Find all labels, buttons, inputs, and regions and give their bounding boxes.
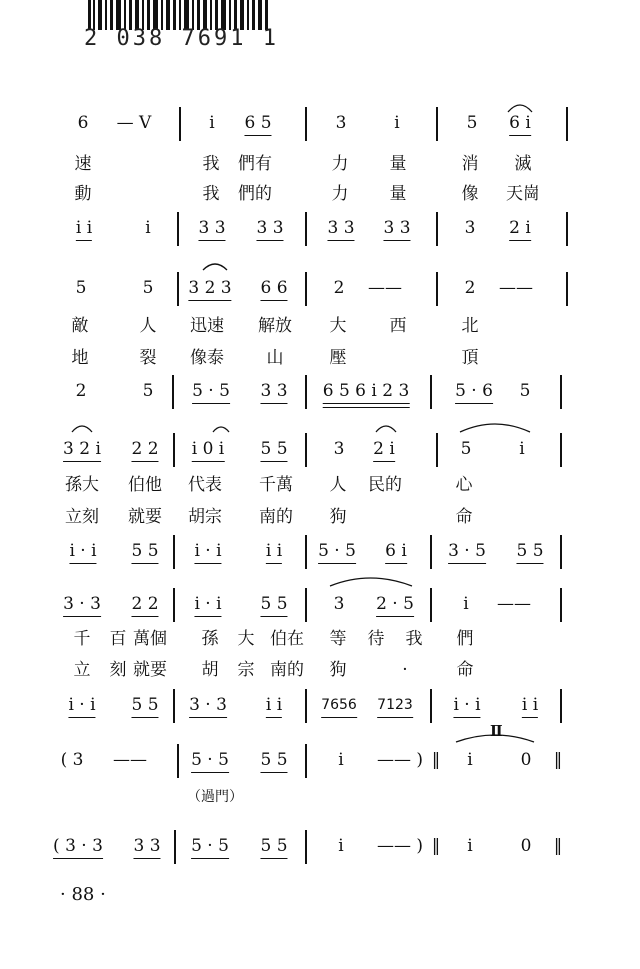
notation-token: 5 5 [260, 750, 288, 770]
notation-token: 3 3 [133, 836, 161, 856]
lyric-line [0, 153, 640, 181]
lyric-text: 速 [74, 154, 92, 174]
lyric-text: 立刻 [65, 507, 99, 527]
lyric-text: 天崗 [506, 184, 540, 204]
barline [560, 689, 562, 723]
notation-token: 3 [464, 218, 476, 238]
notation-token: 5 [75, 278, 87, 298]
lyric-text: 孫 [201, 629, 219, 649]
barline [436, 433, 438, 467]
notation-token: 3 3 [260, 381, 288, 401]
lyric-text: 命 [456, 660, 474, 680]
barline [560, 588, 562, 622]
notation-token: i [519, 439, 525, 459]
notation-token: 3 2 3 [188, 278, 232, 298]
lyric-text: 胡 [201, 660, 219, 680]
barline [179, 107, 181, 141]
notation-token: 3 · 3 [189, 695, 227, 715]
lyric-text: 大 [329, 316, 347, 336]
notation-token: 6 [77, 113, 89, 133]
notation-line [0, 381, 640, 421]
lyric-text: 萬個 [133, 629, 167, 649]
notation-line [0, 750, 640, 790]
lyric-line [0, 506, 640, 534]
lyric-text: 們有 [238, 154, 272, 174]
notation-token: i · i [194, 541, 222, 561]
slur [213, 427, 229, 432]
lyric-text: 我 [405, 629, 423, 649]
lyric-text: 們的 [238, 184, 272, 204]
notation-line [0, 218, 640, 258]
notation-token: —— [499, 278, 533, 298]
notation-token: —— ) [376, 836, 424, 856]
lyric-text: 狗 [329, 507, 347, 527]
slur [376, 426, 396, 432]
lyric-text: 南的 [270, 660, 304, 680]
barline [305, 830, 307, 864]
lyric-text: 伯在 [270, 629, 304, 649]
lyric-line [0, 474, 640, 502]
lyric-text: 量 [389, 154, 407, 174]
lyric-text: 心 [455, 475, 473, 495]
notation-token: 3 [333, 439, 345, 459]
notation-token: —— [368, 278, 402, 298]
barline [305, 433, 307, 467]
lyric-text: 等 [329, 629, 347, 649]
lyric-text: 頂 [461, 348, 479, 368]
notation-token: 2 · 5 [376, 594, 414, 614]
lyric-text: 人 [139, 316, 157, 336]
lyric-text: 伯他 [128, 475, 162, 495]
notation-token: 3 · 5 [448, 541, 486, 561]
interlude-label: （過門） [187, 789, 243, 805]
lyric-text: 力 [331, 154, 349, 174]
notation-token: 5 [142, 381, 154, 401]
notation-token: 3 2 i [63, 439, 101, 459]
barline [177, 272, 179, 306]
lyric-line [0, 659, 640, 687]
barline [430, 375, 432, 409]
notation-token: 5 · 5 [191, 750, 229, 770]
notation-token: i · i [194, 594, 222, 614]
notation-token: 5 5 [131, 541, 159, 561]
notation-token: 3 3 [198, 218, 226, 238]
lyric-line [0, 628, 640, 656]
notation-token: —— [113, 750, 147, 770]
notation-token: 5 · 6 [455, 381, 493, 401]
slur [203, 264, 227, 270]
lyric-line [0, 183, 640, 211]
notation-token: i [338, 750, 344, 770]
notation-token: ‖ [553, 836, 563, 856]
notation-token: i 0 i [191, 439, 225, 459]
barline [430, 689, 432, 723]
barline [172, 375, 174, 409]
notation-token: 6 5 6 i 2 3 [322, 381, 410, 401]
lyric-text: 西 [389, 316, 407, 336]
barline [173, 588, 175, 622]
notation-token: 7123 [377, 697, 413, 713]
notation-token: 0 [520, 750, 532, 770]
notation-token: i [145, 218, 151, 238]
lyric-text: 命 [455, 507, 473, 527]
lyric-text: 迅速 [190, 316, 224, 336]
notation-token: 3 3 [383, 218, 411, 238]
notation-token: 5 · 5 [318, 541, 356, 561]
lyric-text: 狗 [329, 660, 347, 680]
notation-line [0, 439, 640, 479]
notation-token: i i [265, 695, 283, 715]
notation-token: ‖ [553, 750, 563, 770]
notation-token: ‖ [431, 750, 441, 770]
barline [305, 744, 307, 778]
barline [174, 830, 176, 864]
barline [430, 535, 432, 569]
barline [560, 535, 562, 569]
lyric-text: 敵 [71, 316, 89, 336]
notation-token: i [394, 113, 400, 133]
notation-token: — V [116, 113, 152, 133]
lyric-text: 就要 [133, 660, 167, 680]
barline [173, 689, 175, 723]
lyric-text: 北 [461, 316, 479, 336]
lyric-line [0, 315, 640, 343]
barline [566, 212, 568, 246]
lyric-text: 千萬 [259, 475, 293, 495]
lyric-text: 山 [266, 348, 284, 368]
notation-token: 5 · 5 [192, 381, 230, 401]
lyric-text: 刻 [109, 660, 127, 680]
notation-token: 2 [333, 278, 345, 298]
barline [566, 107, 568, 141]
lyric-text: 像 [461, 184, 479, 204]
repeat-mark: Ⅱ [490, 722, 503, 740]
lyric-text: 地 [71, 348, 89, 368]
notation-token: 5 5 [260, 439, 288, 459]
notation-token: 5 5 [516, 541, 544, 561]
barline [177, 212, 179, 246]
lyric-text: 們 [456, 629, 474, 649]
lyric-text: 像泰 [190, 348, 224, 368]
notation-token: 5 5 [260, 836, 288, 856]
notation-token: 6 i [385, 541, 407, 561]
lyric-text: 滅 [514, 154, 532, 174]
barline [173, 433, 175, 467]
notation-line [0, 278, 640, 318]
barline [173, 535, 175, 569]
notation-token: 2 [464, 278, 476, 298]
lyric-text: 大 [237, 629, 255, 649]
notation-token: 5 · 5 [191, 836, 229, 856]
barline [436, 107, 438, 141]
notation-token: i i [265, 541, 283, 561]
barline [177, 744, 179, 778]
lyric-text: 力 [331, 184, 349, 204]
lyric-text: 民的 [368, 475, 402, 495]
lyric-text: 我 [202, 154, 220, 174]
notation-token: i i [75, 218, 93, 238]
notation-token: 6 6 [260, 278, 288, 298]
lyric-text: 立 [73, 660, 91, 680]
notation-token: 6 5 [244, 113, 272, 133]
notation-token: 6 i [509, 113, 531, 133]
notation-token: i · i [453, 695, 481, 715]
slur [460, 424, 530, 432]
lyric-text: 代表 [188, 475, 222, 495]
notation-line [0, 695, 640, 735]
notation-token: 3 · 3 [63, 594, 101, 614]
notation-token: 0 [520, 836, 532, 856]
notation-token: ( 3 [60, 750, 84, 770]
notation-token: ( 3 · 3 [53, 836, 103, 856]
barline [305, 272, 307, 306]
lyric-text: 南的 [259, 507, 293, 527]
barline [305, 588, 307, 622]
slur [72, 426, 92, 432]
notation-token: i · i [69, 541, 97, 561]
notation-line [0, 113, 640, 153]
notation-token: 3 [335, 113, 347, 133]
notation-token: —— ) [376, 750, 424, 770]
lyric-text: 量 [389, 184, 407, 204]
notation-token: 3 3 [256, 218, 284, 238]
notation-token: 3 [333, 594, 345, 614]
barcode-number: 2 038 7691 1 [84, 26, 279, 51]
lyric-text: 待 [367, 629, 385, 649]
notation-token: ‖ [431, 836, 441, 856]
notation-token: i [467, 750, 473, 770]
lyric-text: 壓 [329, 348, 347, 368]
notation-line [0, 836, 640, 876]
barline [560, 433, 562, 467]
lyric-text: 人 [329, 475, 347, 495]
lyric-text: 孫大 [65, 475, 99, 495]
notation-token: 2 [75, 381, 87, 401]
notation-token: i [463, 594, 469, 614]
notation-token: 2 i [509, 218, 531, 238]
lyric-text: 宗 [237, 660, 255, 680]
barline [566, 272, 568, 306]
notation-line [0, 541, 640, 581]
lyric-text: 百 [109, 629, 127, 649]
lyric-text: 解放 [258, 316, 292, 336]
slur [508, 105, 532, 112]
barline [436, 212, 438, 246]
notation-token: 2 i [373, 439, 395, 459]
notation-token: i [467, 836, 473, 856]
notation-token: 5 [519, 381, 531, 401]
notation-token: 3 3 [327, 218, 355, 238]
notation-token: i i [521, 695, 539, 715]
lyric-line [0, 347, 640, 375]
notation-token: 5 [466, 113, 478, 133]
lyric-text: 裂 [139, 348, 157, 368]
barline [430, 588, 432, 622]
barline [305, 375, 307, 409]
barline [305, 689, 307, 723]
notation-token: 2 2 [131, 439, 159, 459]
notation-token: i [209, 113, 215, 133]
notation-token: 5 5 [131, 695, 159, 715]
notation-token: 2 2 [131, 594, 159, 614]
notation-token: —— [497, 594, 531, 614]
page-number: · 88 · [60, 884, 106, 905]
barline [305, 107, 307, 141]
lyric-text: · [402, 660, 408, 680]
notation-token: 5 [460, 439, 472, 459]
lyric-text: 千 [73, 629, 91, 649]
barline [436, 272, 438, 306]
lyric-text: 消 [461, 154, 479, 174]
lyric-text: 胡宗 [188, 507, 222, 527]
notation-token: 7656 [321, 697, 357, 713]
barline [305, 535, 307, 569]
lyric-text: 就要 [128, 507, 162, 527]
barline [305, 212, 307, 246]
lyric-text: 我 [202, 184, 220, 204]
barline [560, 375, 562, 409]
notation-token: i [338, 836, 344, 856]
notation-token: 5 5 [260, 594, 288, 614]
notation-token: i · i [68, 695, 96, 715]
notation-token: 5 [142, 278, 154, 298]
lyric-text: 動 [74, 184, 92, 204]
